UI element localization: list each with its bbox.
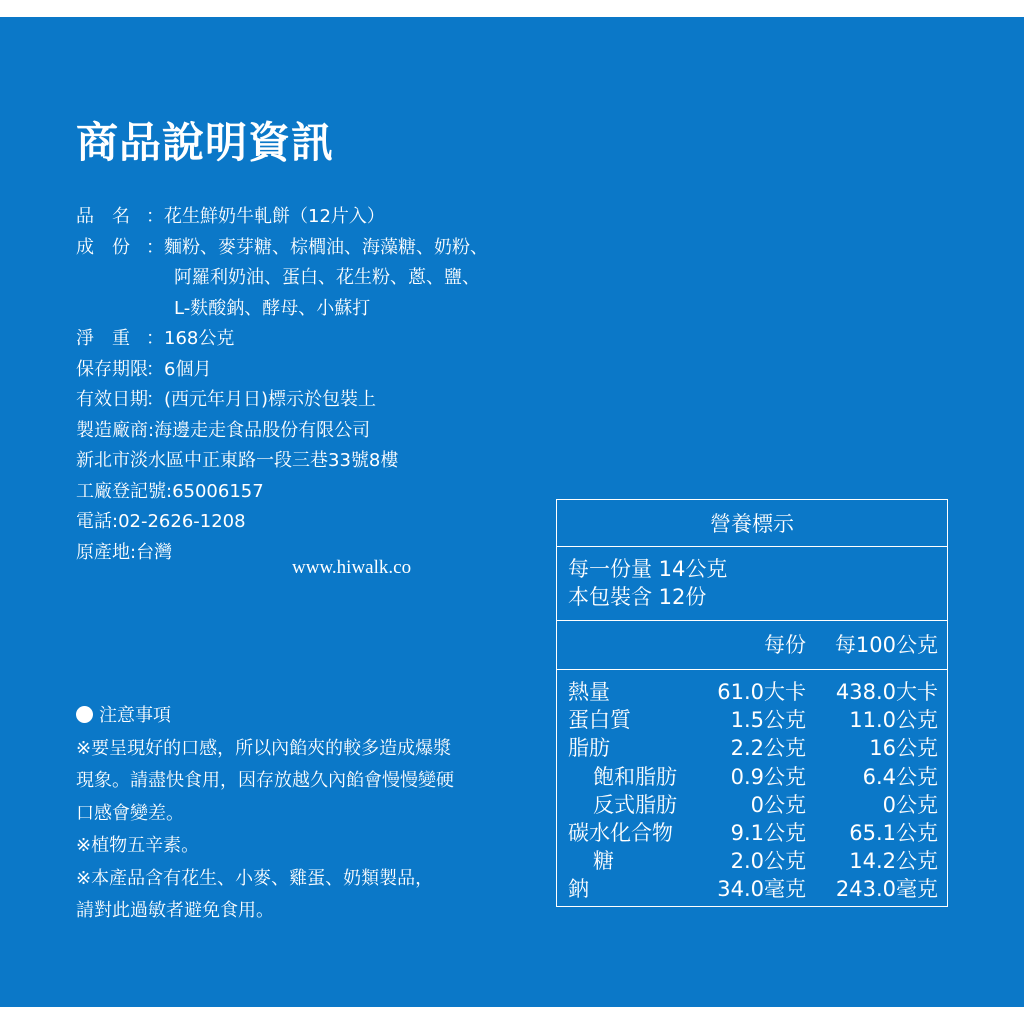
info-row-phone: [76, 507, 488, 538]
weight-value: 168公克: [164, 328, 235, 349]
nutrient-per-100g: 14.2公克: [849, 849, 938, 874]
website-link[interactable]: www.hiwalk.co: [292, 557, 412, 578]
weight-label: 淨 重: [76, 328, 130, 349]
label-colon: ：: [146, 236, 164, 258]
info-row-shelf-life: [76, 355, 488, 386]
nutrient-name: 碳水化合物: [568, 820, 673, 845]
nutrient-per-serving: 0公克: [750, 792, 806, 817]
info-row-address: [76, 446, 488, 477]
phone-text: 電話:02-2626-1208: [76, 511, 246, 532]
notes-line: ※本產品含有花生、小麥、雞蛋、奶類製品，: [76, 867, 434, 889]
nutrient-per-100g: 16公克: [869, 736, 938, 761]
nutrition-header: 營養標示: [557, 500, 947, 547]
ingredients-line: 麵粉、麥芽糖、棕櫚油、海藻糖、奶粉、: [164, 236, 488, 258]
nutrition-row: [557, 734, 947, 762]
factory-reg-text: 工廠登記號:65006157: [76, 480, 264, 502]
info-row-ingredients: [76, 233, 488, 264]
notes-heading: 注意事項: [99, 705, 171, 726]
nutrient-per-serving: 9.1公克: [730, 820, 806, 845]
nutrient-name: 反式脂肪: [593, 792, 677, 817]
notes-section: [76, 700, 454, 928]
name-label: 品 名: [76, 206, 130, 227]
bullet-icon: [76, 706, 93, 723]
nutrient-per-100g: 243.0毫克: [835, 877, 938, 902]
nutrient-per-serving: 1.5公克: [730, 708, 806, 733]
nutrient-per-serving: 61.0大卡: [717, 680, 806, 704]
origin-text: 原產地:台灣: [76, 541, 173, 563]
nutrient-per-100g: 11.0公克: [849, 708, 938, 733]
shelf-life-label: 保存期限: [76, 358, 148, 380]
notes-heading-row: [76, 700, 454, 733]
nutrient-per-serving: 2.2公克: [730, 736, 806, 761]
label-colon: ：: [146, 358, 164, 380]
notes-line: ※要呈現好的口感，所以內餡夾的較多造成爆漿: [76, 737, 452, 759]
serving-size: 每一份量 14公克: [568, 557, 728, 581]
notes-line: 請對此過敏者避免食用。: [76, 900, 274, 921]
label-colon: ：: [146, 328, 164, 349]
info-row-manufacturer: [76, 416, 488, 447]
nutrition-row: [557, 678, 947, 706]
nutrition-row: [557, 791, 947, 819]
nutrient-name: 飽和脂肪: [593, 764, 677, 789]
nutrient-name: 鈉: [568, 877, 589, 902]
nutrient-per-serving: 0.9公克: [730, 764, 806, 789]
ingredients-label: 成 份: [76, 236, 130, 258]
servings-per-package: 本包裝含 12份: [568, 585, 707, 609]
nutrition-rows: [557, 670, 947, 904]
nutrient-name: 糖: [593, 849, 614, 874]
nutrient-per-100g: 65.1公克: [849, 820, 938, 845]
info-row-name: [76, 202, 488, 233]
ingredients-line: 阿羅利奶油、蛋白、花生粉、蔥、鹽、: [174, 267, 480, 288]
info-row-factory-reg: [76, 477, 488, 508]
col-per-100g: 每100公克: [834, 633, 938, 657]
nutrition-facts-table: [556, 499, 948, 907]
nutrition-column-headers: [557, 621, 947, 670]
name-value: 花生鮮奶牛軋餅（12片入）: [164, 206, 385, 227]
nutrient-per-100g: 6.4公克: [862, 764, 938, 789]
address-text: 新北市淡水區中正東路一段三巷33號8樓: [76, 450, 399, 471]
nutrient-per-serving: 2.0公克: [730, 849, 806, 874]
product-info-panel: [0, 17, 1024, 1007]
shelf-life-value: 6個月: [164, 358, 212, 380]
ingredients-line: L-麩酸鈉、酵母、小蘇打: [174, 297, 371, 319]
nutrition-row: [557, 706, 947, 734]
info-row-origin: [76, 538, 488, 569]
product-info-list: [76, 202, 488, 568]
nutrient-name: 脂肪: [568, 736, 610, 761]
nutrient-per-100g: 438.0大卡: [835, 680, 938, 704]
nutrient-per-serving: 34.0毫克: [717, 877, 806, 902]
expiry-label: 有效日期: [76, 389, 148, 410]
col-per-serving: 每份: [764, 633, 806, 657]
info-row-ingredients-cont: [76, 294, 488, 325]
nutrition-row: [557, 847, 947, 875]
nutrient-per-100g: 0公克: [882, 792, 938, 817]
expiry-value: (西元年月日)標示於包裝上: [164, 389, 377, 410]
label-colon: ：: [146, 389, 164, 410]
label-colon: ：: [146, 206, 164, 227]
info-row-ingredients-cont: [76, 263, 488, 294]
manufacturer-text: 製造廠商:海邊走走食品股份有限公司: [76, 419, 371, 441]
nutrition-row: [557, 875, 947, 903]
info-row-weight: [76, 324, 488, 355]
nutrient-name: 蛋白質: [568, 708, 631, 733]
nutrition-row: [557, 763, 947, 791]
notes-line: ※植物五辛素。: [76, 835, 200, 856]
page-title: 商品說明資訊: [76, 118, 335, 167]
nutrition-row: [557, 819, 947, 847]
info-row-expiry: [76, 385, 488, 416]
notes-line: 口感會變差。: [76, 802, 184, 824]
nutrient-name: 熱量: [568, 680, 610, 704]
notes-line: 現象。請盡快食用，因存放越久內餡會慢慢變硬: [76, 770, 454, 791]
serving-info: [557, 547, 947, 621]
